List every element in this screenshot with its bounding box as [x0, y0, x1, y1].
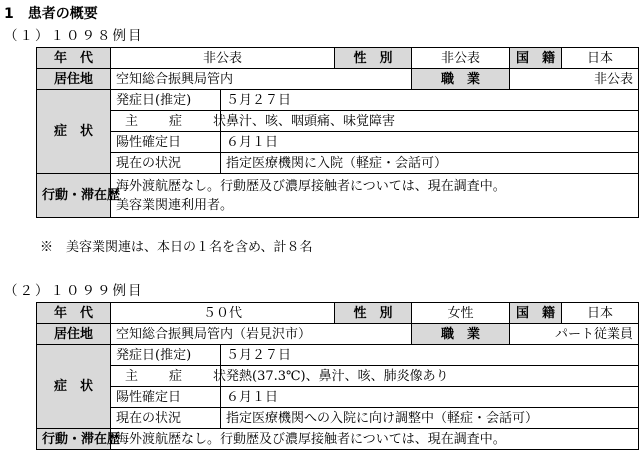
- activity-line: 海外渡航歴なし。行動歴及び濃厚接触者については、現在調査中。: [116, 178, 506, 194]
- occupation-value: 非公表: [510, 69, 639, 90]
- nationality-label: 国 籍: [510, 303, 562, 324]
- activity-label: 行動・滞在歴: [37, 174, 111, 218]
- nationality-value: 日本: [562, 303, 639, 324]
- sex-label: 性 別: [335, 48, 412, 69]
- case-table: [36, 302, 639, 450]
- activity-value: [111, 174, 639, 218]
- main-symptoms-label: 主 症 状: [111, 366, 221, 387]
- current-status-value: 指定医療機関への入院に向け調整中（軽症・会話可）: [221, 408, 639, 429]
- age-value: ５０代: [111, 303, 335, 324]
- onset-value: ５月２７日: [221, 90, 639, 111]
- case-table: [36, 47, 639, 218]
- note-text: ※ 美容業関連は、本日の１名を含め、計８名: [40, 240, 313, 255]
- sex-value: 女性: [412, 303, 510, 324]
- sex-label: 性 別: [335, 303, 412, 324]
- occupation-label: 職 業: [412, 69, 510, 90]
- section-heading: 1 患者の概要: [4, 6, 98, 22]
- age-label: 年 代: [37, 303, 111, 324]
- age-value: 非公表: [111, 48, 335, 69]
- activity-label: 行動・滞在歴: [37, 429, 111, 450]
- residence-label: 居住地: [37, 69, 111, 90]
- nationality-label: 国 籍: [510, 48, 562, 69]
- residence-value: 空知総合振興局管内（岩見沢市）: [111, 324, 412, 345]
- main-symptoms-label: 主 症 状: [111, 111, 221, 132]
- activity-line: 美容業関連利用者。: [116, 197, 234, 213]
- current-status-label: 現在の状況: [111, 153, 221, 174]
- positive-date-label: 陽性確定日: [111, 132, 221, 153]
- occupation-label: 職 業: [412, 324, 510, 345]
- onset-label: 発症日(推定): [111, 345, 221, 366]
- onset-label: 発症日(推定): [111, 90, 221, 111]
- case-title: （２）１０９９例目: [4, 283, 144, 299]
- age-label: 年 代: [37, 48, 111, 69]
- positive-date-value: ６月１日: [221, 132, 639, 153]
- main-symptoms-value: 鼻汁、咳、咽頭痛、味覚障害: [221, 111, 639, 132]
- current-status-value: 指定医療機関に入院（軽症・会話可）: [221, 153, 639, 174]
- activity-value: 海外渡航歴なし。行動歴及び濃厚接触者については、現在調査中。: [111, 429, 639, 450]
- symptoms-label: 症 状: [37, 345, 111, 429]
- current-status-label: 現在の状況: [111, 408, 221, 429]
- positive-date-label: 陽性確定日: [111, 387, 221, 408]
- nationality-value: 日本: [562, 48, 639, 69]
- positive-date-value: ６月１日: [221, 387, 639, 408]
- occupation-value: パート従業員: [510, 324, 639, 345]
- residence-label: 居住地: [37, 324, 111, 345]
- main-symptoms-value: 発熱(37.3℃)、鼻汁、咳、肺炎像あり: [221, 366, 639, 387]
- residence-value: 空知総合振興局管内: [111, 69, 412, 90]
- symptoms-label: 症 状: [37, 90, 111, 174]
- case-title: （１）１０９８例目: [4, 28, 144, 44]
- sex-value: 非公表: [412, 48, 510, 69]
- onset-value: ５月２７日: [221, 345, 639, 366]
